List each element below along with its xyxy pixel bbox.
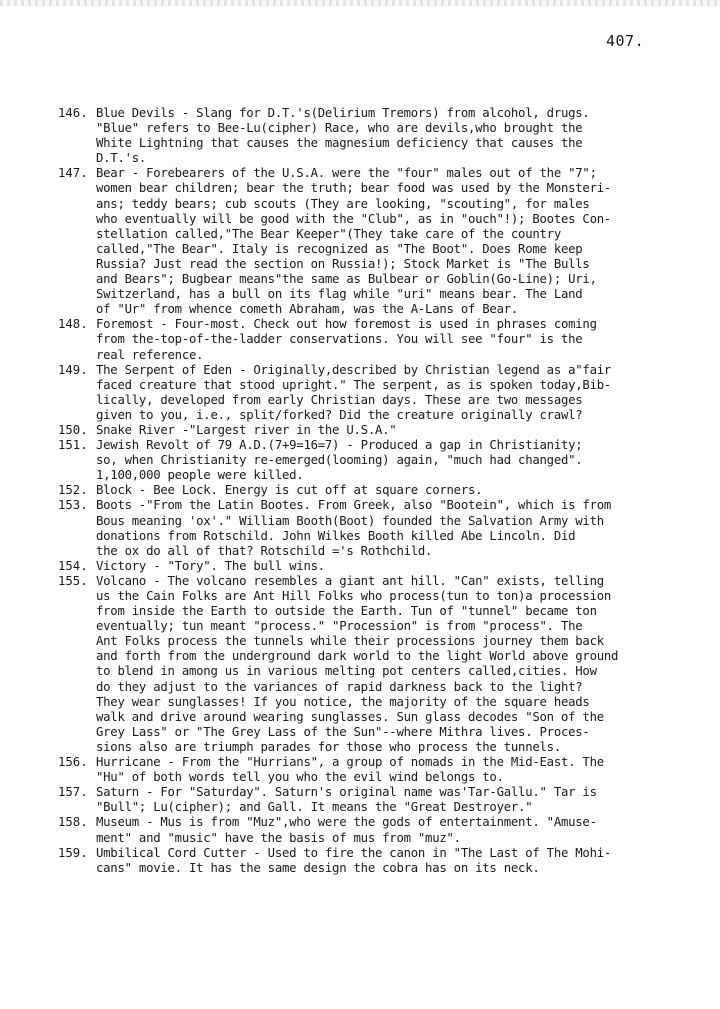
- entry-line: walk and drive around wearing sunglasses. Sun glass decodes "Son of the: [96, 709, 604, 724]
- entry-line: Grey Lass" or "The Grey Lass of the Sun"--where Mithra lives. Proces-: [96, 724, 590, 739]
- entry-line: "Bull"; Lu(cipher); and Gall. It means the "Great Destroyer.": [96, 800, 533, 815]
- entry-item: [58, 498, 668, 558]
- entry-line: women bear children; bear the truth; bear food was used by the Monsteri-: [96, 181, 612, 196]
- entry-line: They wear sunglasses! If you notice, the majority of the square heads: [96, 694, 590, 709]
- entry-line: Bear - Forebearers of the U.S.A. were the "four" males out of the "7";: [96, 166, 597, 181]
- entry-number: 147.: [58, 166, 88, 181]
- entry-number: 159.: [58, 845, 88, 860]
- entry-item: [58, 846, 668, 876]
- entry-item: [58, 483, 668, 498]
- entry-text: [96, 559, 668, 574]
- entry-number: 149.: [58, 362, 88, 377]
- entry-line: eventually; tun meant "process." "Procession" is from "process". The: [96, 619, 583, 634]
- entry-line: sions also are triumph parades for those who process the tunnels.: [96, 739, 561, 754]
- entry-item: [58, 785, 668, 815]
- entry-line: Jewish Revolt of 79 A.D.(7+9=16=7) - Produced a gap in Christianity;: [96, 438, 583, 453]
- entry-text: [96, 785, 668, 815]
- entry-item: [58, 438, 668, 483]
- entry-line: donations from Rotschild. John Wilkes Booth killed Abe Lincoln. Did: [96, 528, 576, 543]
- entry-text: [96, 846, 668, 876]
- entry-text: [96, 755, 668, 785]
- entry-line: The Serpent of Eden - Originally,described by Christian legend as a"fair: [96, 362, 612, 377]
- entry-line: ment" and "music" have the basis of mus from "muz".: [96, 830, 461, 845]
- entry-line: called,"The Bear". Italy is recognized as "The Boot". Does Rome keep: [96, 241, 583, 256]
- entry-line: 1,100,000 people were killed.: [96, 468, 304, 483]
- entry-text: [96, 438, 668, 483]
- entry-line: Museum - Mus is from "Muz",who were the gods of entertainment. "Amuse-: [96, 815, 597, 830]
- entry-line: cans" movie. It has the same design the cobra has on its neck.: [96, 860, 540, 875]
- entry-line: Switzerland, has a bull on its flag while "uri" means bear. The Land: [96, 287, 583, 302]
- entry-text: [96, 363, 668, 423]
- entry-line: D.T.'s.: [96, 151, 147, 166]
- entry-text: [96, 815, 668, 845]
- scan-edge: [0, 0, 720, 6]
- entry-text: [96, 317, 668, 362]
- entry-number: 153.: [58, 498, 88, 513]
- entry-line: Russia? Just read the section on Russia!); Stock Market is "The Bulls: [96, 256, 590, 271]
- entry-line: given to you, i.e., split/forked? Did the creature originally crawl?: [96, 407, 583, 422]
- entry-number: 157.: [58, 785, 88, 800]
- entry-line: Block - Bee Lock. Energy is cut off at square corners.: [96, 483, 483, 498]
- entry-line: Victory - "Tory". The bull wins.: [96, 558, 325, 573]
- entry-line: do they adjust to the variances of rapid darkness back to the light?: [96, 679, 583, 694]
- entry-line: who eventually will be good with the "Club", as in "ouch"!); Bootes Con-: [96, 211, 612, 226]
- entry-number: 148.: [58, 317, 88, 332]
- page-number: 407.: [606, 32, 645, 50]
- entry-line: Ant Folks process the tunnels while their processions journey them back: [96, 634, 604, 649]
- entry-number: 155.: [58, 573, 88, 588]
- entry-item: [58, 166, 668, 317]
- entry-text: [96, 106, 668, 166]
- entry-number: 158.: [58, 815, 88, 830]
- entry-number: 151.: [58, 438, 88, 453]
- entry-line: "Blue" refers to Bee-Lu(cipher) Race, who are devils,who brought the: [96, 121, 583, 136]
- entry-number: 156.: [58, 755, 88, 770]
- entry-text: [96, 498, 668, 558]
- entry-list: [58, 106, 668, 876]
- entry-text: [96, 483, 668, 498]
- entry-text: [96, 166, 668, 317]
- entry-item: [58, 574, 668, 755]
- entry-line: to blend in among us in various melting pot centers called,cities. How: [96, 664, 597, 679]
- entry-line: so, when Christianity re-emerged(looming) again, "much had changed".: [96, 453, 583, 468]
- entry-number: 154.: [58, 558, 88, 573]
- entry-number: 150.: [58, 422, 88, 437]
- entry-line: "Hu" of both words tell you who the evil wind belongs to.: [96, 770, 504, 785]
- entry-line: Umbilical Cord Cutter - Used to fire the canon in "The Last of The Mohi-: [96, 845, 612, 860]
- entry-item: [58, 363, 668, 423]
- entry-line: Volcano - The volcano resembles a giant ant hill. "Can" exists, telling: [96, 573, 604, 588]
- entry-number: 152.: [58, 483, 88, 498]
- entry-line: and forth from the underground dark world to the light World above ground: [96, 649, 619, 664]
- entry-text: [96, 423, 668, 438]
- entry-line: from the-top-of-the-ladder conservations. You will see "four" is the: [96, 332, 583, 347]
- entry-number: 146.: [58, 106, 88, 120]
- entry-line: of "Ur" from whence cometh Abraham, was the A-Lans of Bear.: [96, 302, 519, 317]
- entry-item: [58, 559, 668, 574]
- entry-line: and Bears"; Bugbear means"the same as Bulbear or Goblin(Go-Line); Uri,: [96, 272, 597, 287]
- entry-line: White Lightning that causes the magnesium deficiency that causes the: [96, 136, 583, 151]
- entry-line: us the Cain Folks are Ant Hill Folks who process(tun to ton)a procession: [96, 589, 612, 603]
- entry-line: lically, developed from early Christian days. These are two messages: [96, 392, 583, 407]
- entry-line: Blue Devils - Slang for D.T.'s(Delirium Tremors) from alcohol, drugs.: [96, 106, 590, 120]
- entry-line: stellation called,"The Bear Keeper"(They take care of the country: [96, 226, 561, 241]
- entry-line: Bous meaning 'ox'." William Booth(Boot) founded the Salvation Army with: [96, 513, 604, 528]
- entry-item: [58, 106, 668, 166]
- entry-text: [96, 574, 668, 755]
- entry-line: Foremost - Four-most. Check out how foremost is used in phrases coming: [96, 317, 597, 332]
- entry-line: ans; teddy bears; cub scouts (They are looking, "scouting", for males: [96, 196, 590, 211]
- entry-item: [58, 423, 668, 438]
- entry-line: the ox do all of that? Rotschild ='s Rothchild.: [96, 543, 433, 558]
- entry-item: [58, 815, 668, 845]
- entry-line: Hurricane - From the "Hurrians", a group of nomads in the Mid-East. The: [96, 755, 604, 770]
- entry-line: Boots -"From the Latin Bootes. From Greek, also "Bootein", which is from: [96, 498, 612, 513]
- entry-line: from inside the Earth to outside the Earth. Tun of "tunnel" became ton: [96, 604, 597, 619]
- entry-item: [58, 317, 668, 362]
- entry-item: [58, 755, 668, 785]
- entry-line: Snake River -"Largest river in the U.S.A.": [96, 422, 397, 437]
- entry-line: faced creature that stood upright." The serpent, as is spoken today,Bib-: [96, 377, 612, 392]
- entry-line: Saturn - For "Saturday". Saturn's original name was'Tar-Gallu." Tar is: [96, 785, 597, 800]
- entry-line: real reference.: [96, 347, 204, 362]
